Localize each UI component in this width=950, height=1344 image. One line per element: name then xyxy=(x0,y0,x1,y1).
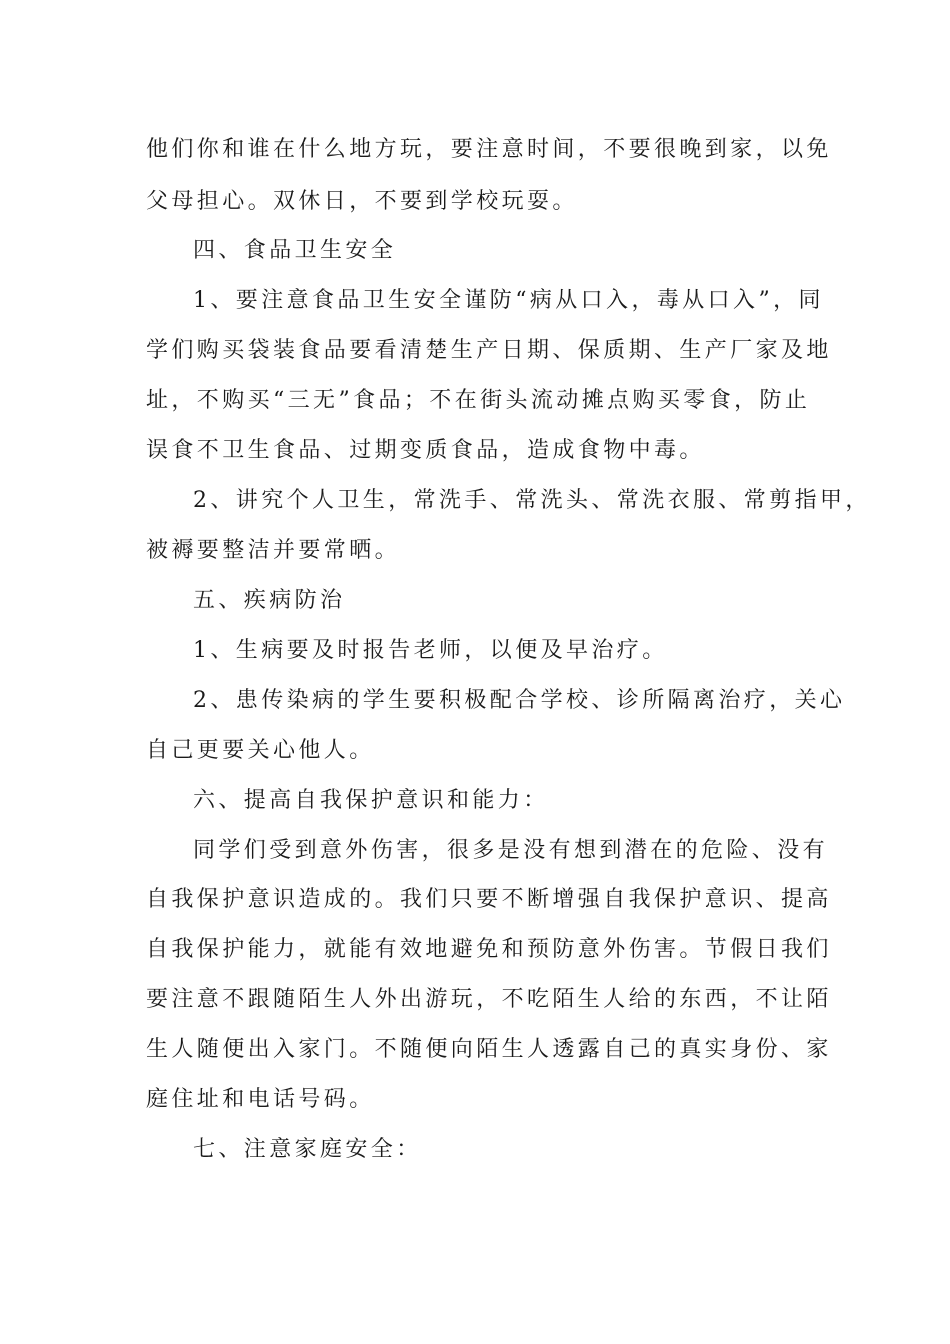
paragraph-line: 2、患传染病的学生要积极配合学校、诊所隔离治疗，关心 xyxy=(193,688,846,713)
paragraph-line: 同学们受到意外伤害，很多是没有想到潜在的危险、没有 xyxy=(193,838,829,863)
paragraph-line: 址，不购买“三无”食品；不在街头流动摊点购买零食，防止 xyxy=(146,388,811,413)
paragraph-line: 他们你和谁在什么地方玩，要注意时间，不要很晚到家，以免 xyxy=(146,137,832,162)
paragraph-line: 1、生病要及时报告老师，以便及早治疗。 xyxy=(193,638,668,663)
paragraph-line: 误食不卫生食品、过期变质食品，造成食物中毒。 xyxy=(146,438,705,463)
paragraph-line: 自己更要关心他人。 xyxy=(146,738,375,763)
paragraph-line: 2、讲究个人卫生，常洗手、常洗头、常洗衣服、常剪指甲， xyxy=(193,488,871,513)
paragraph-line: 庭住址和电话号码。 xyxy=(146,1087,375,1112)
section-heading-food-safety: 四、食品卫生安全 xyxy=(193,238,397,263)
paragraph-line: 自我保护意识造成的。我们只要不断增强自我保护意识、提高 xyxy=(146,887,832,912)
paragraph-line: 自我保护能力，就能有效地避免和预防意外伤害。节假日我们 xyxy=(146,937,832,962)
section-heading-disease-prevention: 五、疾病防治 xyxy=(193,588,346,613)
section-heading-self-protection: 六、提高自我保护意识和能力： xyxy=(193,788,549,813)
paragraph-line: 父母担心。双休日，不要到学校玩耍。 xyxy=(146,189,578,214)
paragraph-line: 被褥要整洁并要常晒。 xyxy=(146,538,401,563)
paragraph-line: 生人随便出入家门。不随便向陌生人透露自己的真实身份、家 xyxy=(146,1037,832,1062)
paragraph-line: 学们购买袋装食品要看清楚生产日期、保质期、生产厂家及地 xyxy=(146,338,832,363)
paragraph-line: 1、要注意食品卫生安全谨防“病从口入，毒从口入”，同 xyxy=(193,288,824,313)
section-heading-home-safety: 七、注意家庭安全： xyxy=(193,1137,422,1162)
paragraph-line: 要注意不跟随陌生人外出游玩，不吃陌生人给的东西，不让陌 xyxy=(146,987,832,1012)
